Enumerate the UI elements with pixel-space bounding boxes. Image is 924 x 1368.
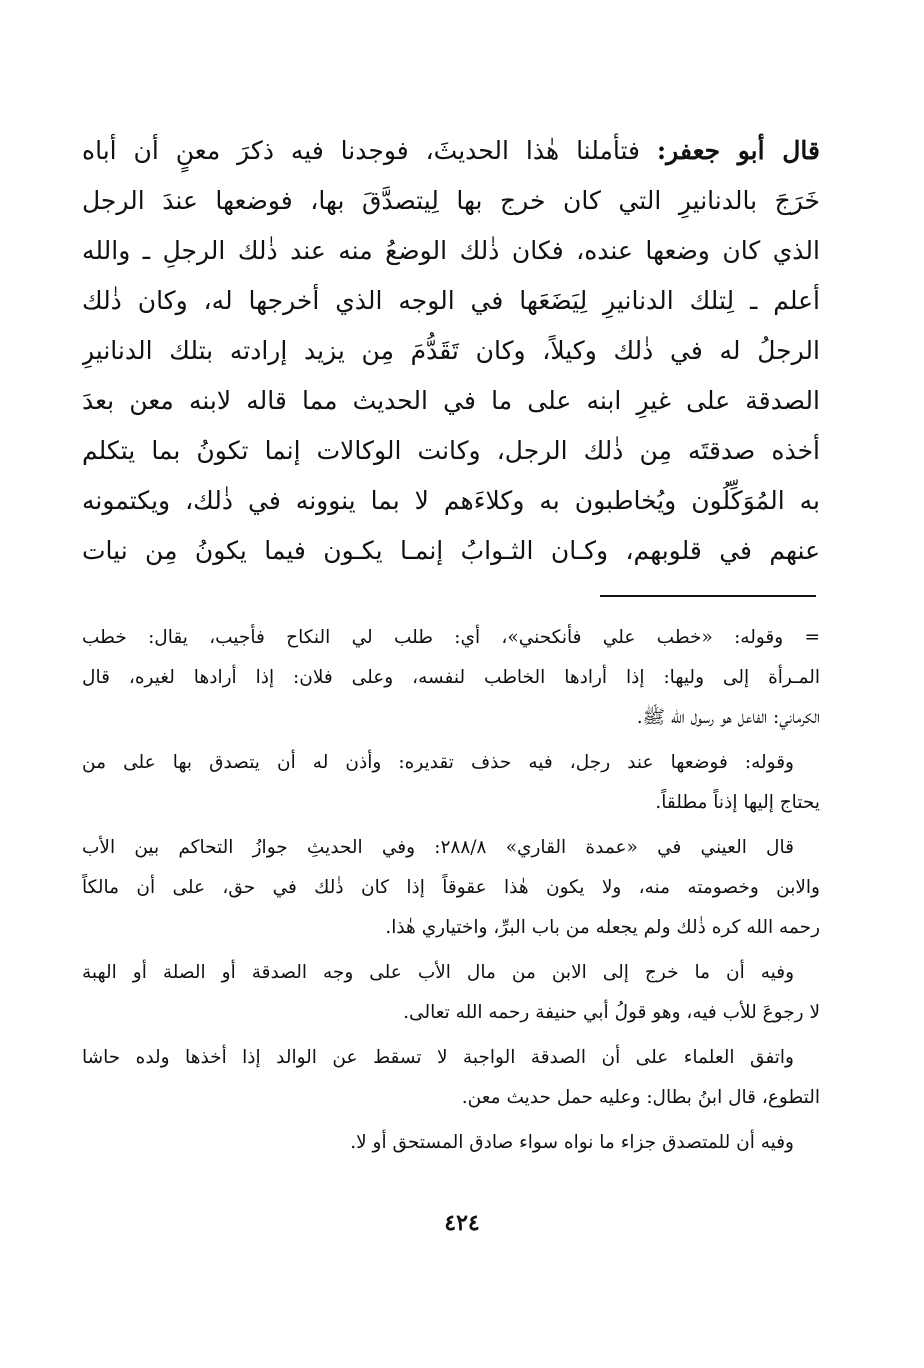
line-text: فتأملنا هٰذا الحديثَ، فوجدنا فيه ذكرَ معنٍ أن أباه (82, 136, 657, 165)
footnote-paragraph (82, 1038, 820, 1118)
main-text-line: خَرَجَ بالدنانيرِ التي كان خرج بها لِيتصدَّقَ بها، فوضعها عندَ الرجل (82, 186, 820, 215)
main-text-line: عنهم في قلوبهم، وكـان الثـوابُ إنمـا يكـون فيما يكونُ مِن نيات (82, 536, 820, 565)
footnote-paragraph (82, 618, 820, 738)
footnote-paragraph (82, 743, 820, 823)
footnote-line: المـرأة إلى وليها: إذا أرادها الخاطب لنفسه، وعلى فلان: إذا أرادها لغيره، قال (82, 667, 820, 688)
main-text-line: أخذه صدقتَه مِن ذٰلك الرجل، وكانت الوكالات إنما تكونُ بما يتكلم (82, 436, 820, 465)
footnotes-block (82, 618, 820, 1163)
footnote-line: قال العيني في «عمدة القاري» ٢٨٨/٨: وفي الحديثِ جوازُ التحاكم بين الأب (82, 837, 794, 858)
footnote-line: واتفق العلماء على أن الصدقة الواجبة لا تسقط عن الوالد إذا أخذها ولده حاشا (82, 1047, 794, 1068)
main-text-line: الرجلُ له في ذٰلك وكيلاً، وكان تَقَدُّمَ مِن يزيد إرادته بتلك الدنانيرِ (82, 336, 820, 365)
main-text-block (82, 126, 820, 576)
footnote-line: = وقوله: «خطب علي فأنكحني»، أي: طلب لي النكاح فأجيب، يقال: خطب (82, 627, 820, 648)
main-text-line: أعلم ـ لِتلك الدنانيرِ لِيَضَعَها في الوجه الذي أخرجها له، وكان ذٰلك (82, 286, 820, 315)
footnote-line: والابن وخصومته منه، ولا يكون هٰذا عقوقاً إذا كان ذٰلك في حق، على أن مالكاً (82, 877, 820, 898)
main-text-line: به المُوَكِّلُون ويُخاطبون به وكلاءَهم لا بما ينوونه في ذٰلك، ويكتمونه (82, 486, 820, 515)
main-text-line: الصدقة على غيرِ ابنه على ما في الحديث مما قاله لابنه معن بعدَ (82, 386, 820, 415)
page-number: ٤٢٤ (444, 1210, 480, 1236)
speaker-name: قال أبو جعفر: (656, 136, 820, 165)
footnote-line: الكرماني: الفاعل هو رسول الله ﷺ. (636, 707, 820, 728)
main-text-line: الذي كان وضعها عنده، فكان ذٰلك الوضعُ منه عند ذٰلك الرجلِ ـ والله (82, 236, 820, 265)
footnote-line: رحمه الله كره ذٰلك ولم يجعله من باب البرِّ، واختياري هٰذا. (385, 917, 820, 938)
footnote-divider (600, 595, 816, 597)
footnote-paragraph (82, 828, 820, 948)
footnote-paragraph (82, 1123, 820, 1163)
main-text-line (82, 126, 820, 176)
footnote-line: وفيه أن ما خرج إلى الابن من مال الأب على وجه الصدقة أو الصلة أو الهبة (82, 962, 794, 983)
footnote-line: وفيه أن للمتصدق جزاء ما نواه سواء صادق المستحق أو لا. (350, 1132, 794, 1153)
footnote-line: وقوله: فوضعها عند رجل، فيه حذف تقديره: وأذن له أن يتصدق بها على من (82, 752, 794, 773)
footnote-line: يحتاج إليها إذناً مطلقاً. (655, 792, 820, 813)
footnote-paragraph (82, 953, 820, 1033)
footnote-line: التطوع، قال ابنُ بطال: وعليه حمل حديث معن. (461, 1087, 820, 1108)
footnote-line: لا رجوعَ للأب فيه، وهو قولُ أبي حنيفة رحمه الله تعالى. (403, 1002, 820, 1023)
